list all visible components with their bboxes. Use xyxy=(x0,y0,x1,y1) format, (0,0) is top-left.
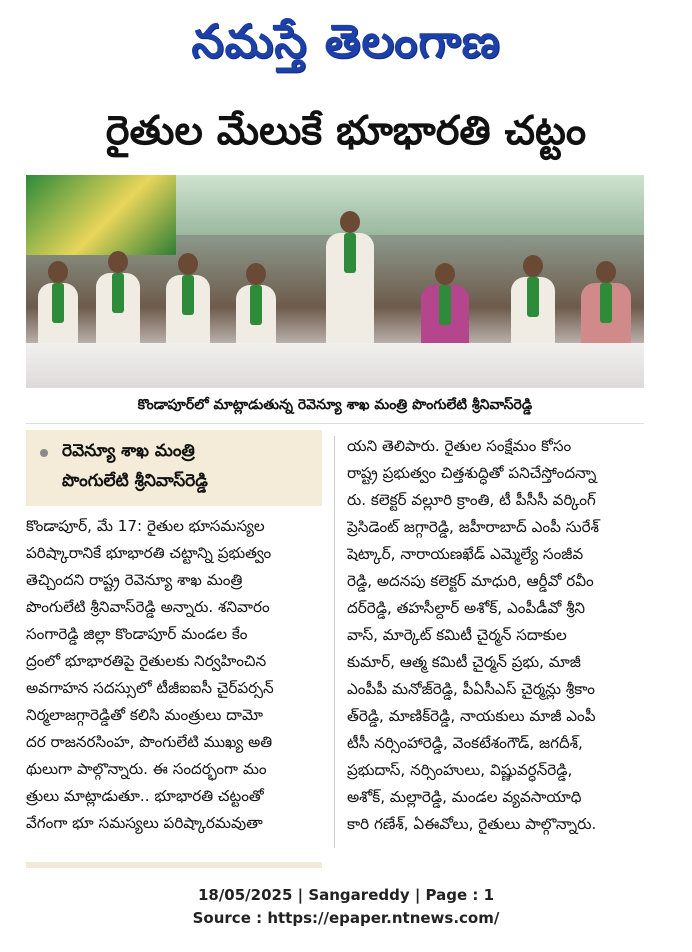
photo-shawl xyxy=(439,285,451,325)
body-line: కొండాపూర్, మే 17: రైతుల భూసమస్యల xyxy=(26,517,265,535)
article-subhead xyxy=(26,430,322,506)
body-line: త్‌రెడ్డి, మాణిక్‌రెడ్డి, నాయకులు మాజీ ఎంపీ xyxy=(347,707,596,725)
photo-shawl xyxy=(344,233,356,273)
body-line: రు. కలెక్టర్ వల్లూరి క్రాంతి, టీ పీసీసీ వర్కింగ్ xyxy=(347,491,596,509)
body-line: యని తెలిపారు. రైతుల సంక్షేమం కోసం xyxy=(347,437,572,455)
photo-shawl xyxy=(600,283,612,323)
article-left-column xyxy=(26,513,324,837)
body-line: కుమార్, ఆత్మ కమిటీ చైర్మన్ ప్రభు, మాజీ xyxy=(347,653,581,671)
body-line: ప్రభుదాస్, నర్సింహులు, విష్ణువర్ధన్‌రెడ్డి, xyxy=(347,761,573,779)
body-line: సంగారెడ్డి జిల్లా కొండాపూర్ మండల కేం xyxy=(26,625,248,643)
body-line: త్రులు మాట్లాడుతూ.. భూభారతి చట్టంతో xyxy=(26,787,264,805)
body-line: ఎంపీపీ మనోజ్‌రెడ్డి, పీఏసీఎస్ చైర్మన్లు శ్రీకాం xyxy=(347,680,595,698)
footer-date-line: 18/05/2025 | Sangareddy | Page : 1 xyxy=(197,886,495,904)
body-line: దర్‌రెడ్డి, తహసీల్దార్ అశోక్, ఎంపీడీవో శ్రీని xyxy=(347,599,586,617)
body-line: షెట్కార్, నారాయణఖేడ్ ఎమ్మెల్యే సంజీవ xyxy=(347,545,584,563)
body-line: కారి గణేశ్, ఏఈవోలు, రైతులు పాల్గొన్నారు. xyxy=(347,815,597,833)
bullet-icon xyxy=(40,449,48,457)
photo-banner xyxy=(26,175,176,255)
body-line: అవగాహన సదస్సులో టీజీఐఐసీ చైర్‌పర్సన్ xyxy=(26,679,274,697)
body-line: ద్రంలో భూభారతిపై రైతులకు నిర్వహించిన xyxy=(26,652,267,670)
newspaper-masthead xyxy=(0,0,692,82)
photo-stage-table xyxy=(26,343,644,388)
subhead-text: పొంగులేటి శ్రీనివాస్‌రెడ్డి xyxy=(62,471,208,491)
photo-shawl xyxy=(250,285,262,325)
photo-caption xyxy=(26,389,644,424)
article-headline xyxy=(20,96,672,166)
body-line: తెచ్చిందని రాష్ట్ర రెవెన్యూ శాఖ మంత్రి xyxy=(26,571,243,589)
body-line: థులుగా పాల్గొన్నారు. ఈ సందర్భంగా మం xyxy=(26,760,267,778)
photo-backdrop xyxy=(176,175,644,235)
body-line: ప్రెసిడెంట్ జగ్గారెడ్డి, జహీరాబాద్ ఎంపీ సురేశ్ xyxy=(347,518,599,536)
body-line: పొంగులేటి శ్రీనివాస్‌రెడ్డి అన్నారు. శనివారం xyxy=(26,598,270,616)
subhead-line xyxy=(40,468,312,498)
body-line: వాస్, మార్కెట్ కమిటీ చైర్మన్ సదాకుల xyxy=(347,626,567,644)
headline-text: రైతుల మేలుకే భూభారతి చట్టం xyxy=(105,108,587,154)
body-line: రాష్ట్ర ప్రభుత్వం చిత్తశుద్ధితో పనిచేస్తోందన్నా xyxy=(347,464,597,482)
column-divider xyxy=(334,436,335,848)
body-line: రెడ్డి, అదనపు కలెక్టర్ మాధురి, ఆర్డీవో రవీం xyxy=(347,572,594,590)
subhead-line xyxy=(40,438,312,468)
masthead-title: నమస్తే తెలంగాణ xyxy=(191,14,501,68)
article-photo xyxy=(26,175,644,388)
subhead-text: రెవెన్యూ శాఖ మంత్రి xyxy=(62,441,195,461)
article-right-column xyxy=(347,433,647,838)
body-line: దర రాజనరసింహ, పొంగులేటి ముఖ్య అతి xyxy=(26,733,273,751)
page-footer xyxy=(0,884,692,930)
body-line: టీసీ నర్సింహారెడ్డి, వెంకటేశంగౌడ్, జగదీశ్, xyxy=(347,734,583,752)
photo-shawl xyxy=(52,283,64,323)
body-line: పరిష్కారానికే భూభారతి చట్టాన్ని ప్రభుత్వం xyxy=(26,544,272,562)
body-line: వేగంగా భూ సమస్యలు పరిష్కారమవుతా xyxy=(26,814,263,832)
body-line: అశోక్, మల్లారెడ్డి, మండల వ్యవసాయాధి xyxy=(347,788,582,806)
photo-caption-text: కొండాపూర్‌లో మాట్లాడుతున్న రెవెన్యూ శాఖ మంత్రి పొంగులేటి శ్రీనివాస్‌రెడ్డి xyxy=(137,396,533,413)
column-end-rule xyxy=(26,862,322,868)
body-line: నిర్మలాజగ్గారెడ్డితో కలిసి మంత్రులు దామో xyxy=(26,706,263,724)
photo-shawl xyxy=(112,273,124,313)
photo-shawl xyxy=(527,277,539,317)
footer-source-line: Source : https://epaper.ntnews.com/ xyxy=(192,909,500,927)
photo-shawl xyxy=(182,275,194,315)
